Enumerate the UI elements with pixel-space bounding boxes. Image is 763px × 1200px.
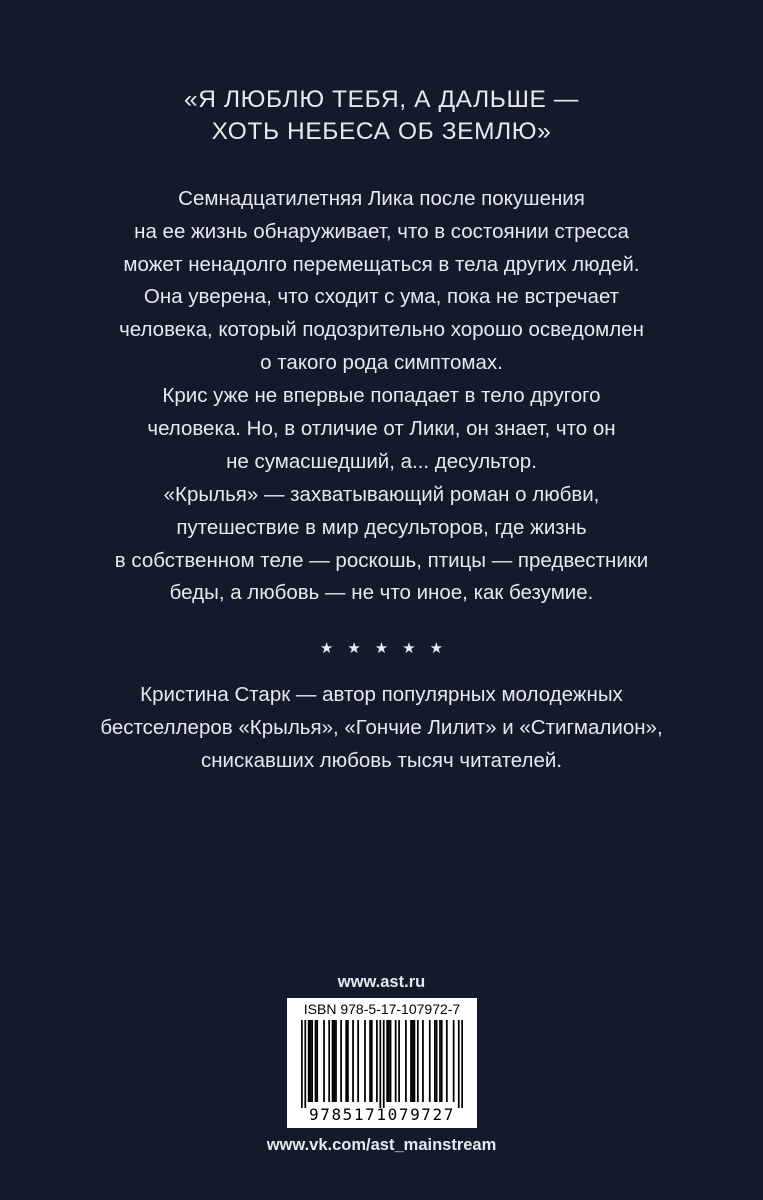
barcode-bar [417,1020,419,1102]
barcode-bar [453,1020,455,1102]
barcode-bar [412,1020,414,1102]
blurb-line: Она уверена, что сходит с ума, пока не встречает [143,285,620,309]
blurb-line: может ненадолго перемещаться в тела других людей. [123,252,640,276]
blurb-line: Семнадцатилетняя Лика после покушения [178,187,585,210]
barcode-bar [347,1020,349,1102]
barcode-bar [316,1020,318,1102]
cover-tagline: «Я ЛЮБЛЮ ТЕБЯ, А ДАЛЬШЕ — ХОТЬ НЕБЕСА ОБ ЗЕМЛЮ» [184,86,579,145]
blurb-line: на ее жизнь обнаруживает, что в состоянии стресса [134,219,629,243]
barcode-bar [405,1020,407,1102]
barcode-bar [364,1020,366,1102]
barcode-bar [352,1020,354,1102]
barcode-bar [410,1020,412,1102]
blurb-paragraph-3 [0,479,763,610]
author-line: бестселлеров «Крылья», «Гончие Лилит» и «Стигмалион», [100,715,663,739]
barcode-bar [379,1020,381,1108]
star-separator: ★★★★★ [319,640,458,657]
author-line: Кристина Старк — автор популярных молодежных [140,683,623,706]
vk-link: www.vk.com/ast_mainstream [266,1136,497,1154]
ean-digits: 9785171079727 [308,1105,456,1124]
author-line: снискавших любовь тысяч читателей. [200,748,563,772]
barcode-bar [395,1020,397,1102]
barcode-bar [333,1020,335,1102]
barcode-bar [335,1020,337,1102]
blurb-line: «Крылья» — захватывающий роман о любви, [163,483,600,506]
barcode-bar [328,1020,330,1102]
barcode-bar [340,1020,342,1102]
barcode-bar [386,1020,388,1102]
barcode-bar [310,1020,312,1102]
barcode-bar [369,1020,371,1102]
barcode-bar [323,1020,325,1102]
blurb-paragraph-2 [0,380,763,478]
barcode-bar [414,1020,416,1102]
barcode-bars [301,1020,463,1108]
barcode-bar [304,1020,306,1108]
barcode-bar [371,1020,373,1102]
blurb-paragraph-1 [0,183,763,380]
blurb-line: человека. Но, в отличие от Лики, он знает, что он [147,416,616,440]
barcode-bar [461,1020,463,1108]
barcode-bar [434,1020,436,1102]
barcode-bar [332,1020,334,1102]
author-bio [0,679,763,777]
barcode-bar [301,1020,303,1108]
barcode-bar [376,1020,378,1102]
barcode-bar [345,1020,347,1102]
publisher-website: www.ast.ru [337,973,426,991]
blurb-line: беды, а любовь — не что иное, как безумие. [169,581,594,605]
isbn-number: ISBN 978-5-17-107972-7 [303,1001,461,1017]
barcode-bar [458,1020,460,1108]
blurb-line: в собственном теле — роскошь, птицы — предвестники [114,548,649,572]
isbn-barcode [287,998,477,1128]
blurb-line: Крис уже не впервые попадает в тело другого [162,384,601,407]
blurb-line: о такого рода симптомах. [260,350,503,374]
barcode-bar [422,1020,424,1102]
barcode-bar [398,1020,400,1102]
barcode-bar [439,1020,441,1102]
barcode-bar [429,1020,431,1102]
barcode-bar [357,1020,359,1102]
blurb-line: не сумасшедший, а... десультор. [226,449,537,473]
blurb-line: человека, который подозрительно хорошо осведомлен [119,318,644,342]
barcode-bar [308,1020,310,1102]
barcode-bar [446,1020,448,1102]
barcode-bar [441,1020,443,1102]
barcode-bar [436,1020,438,1102]
barcode-bar [311,1020,313,1102]
barcode-bar [388,1020,390,1102]
barcode-bar [383,1020,385,1108]
barcode-bar [390,1020,392,1102]
barcode-bar [315,1020,317,1102]
blurb-line: путешествие в мир десульторов, где жизнь [176,515,587,539]
